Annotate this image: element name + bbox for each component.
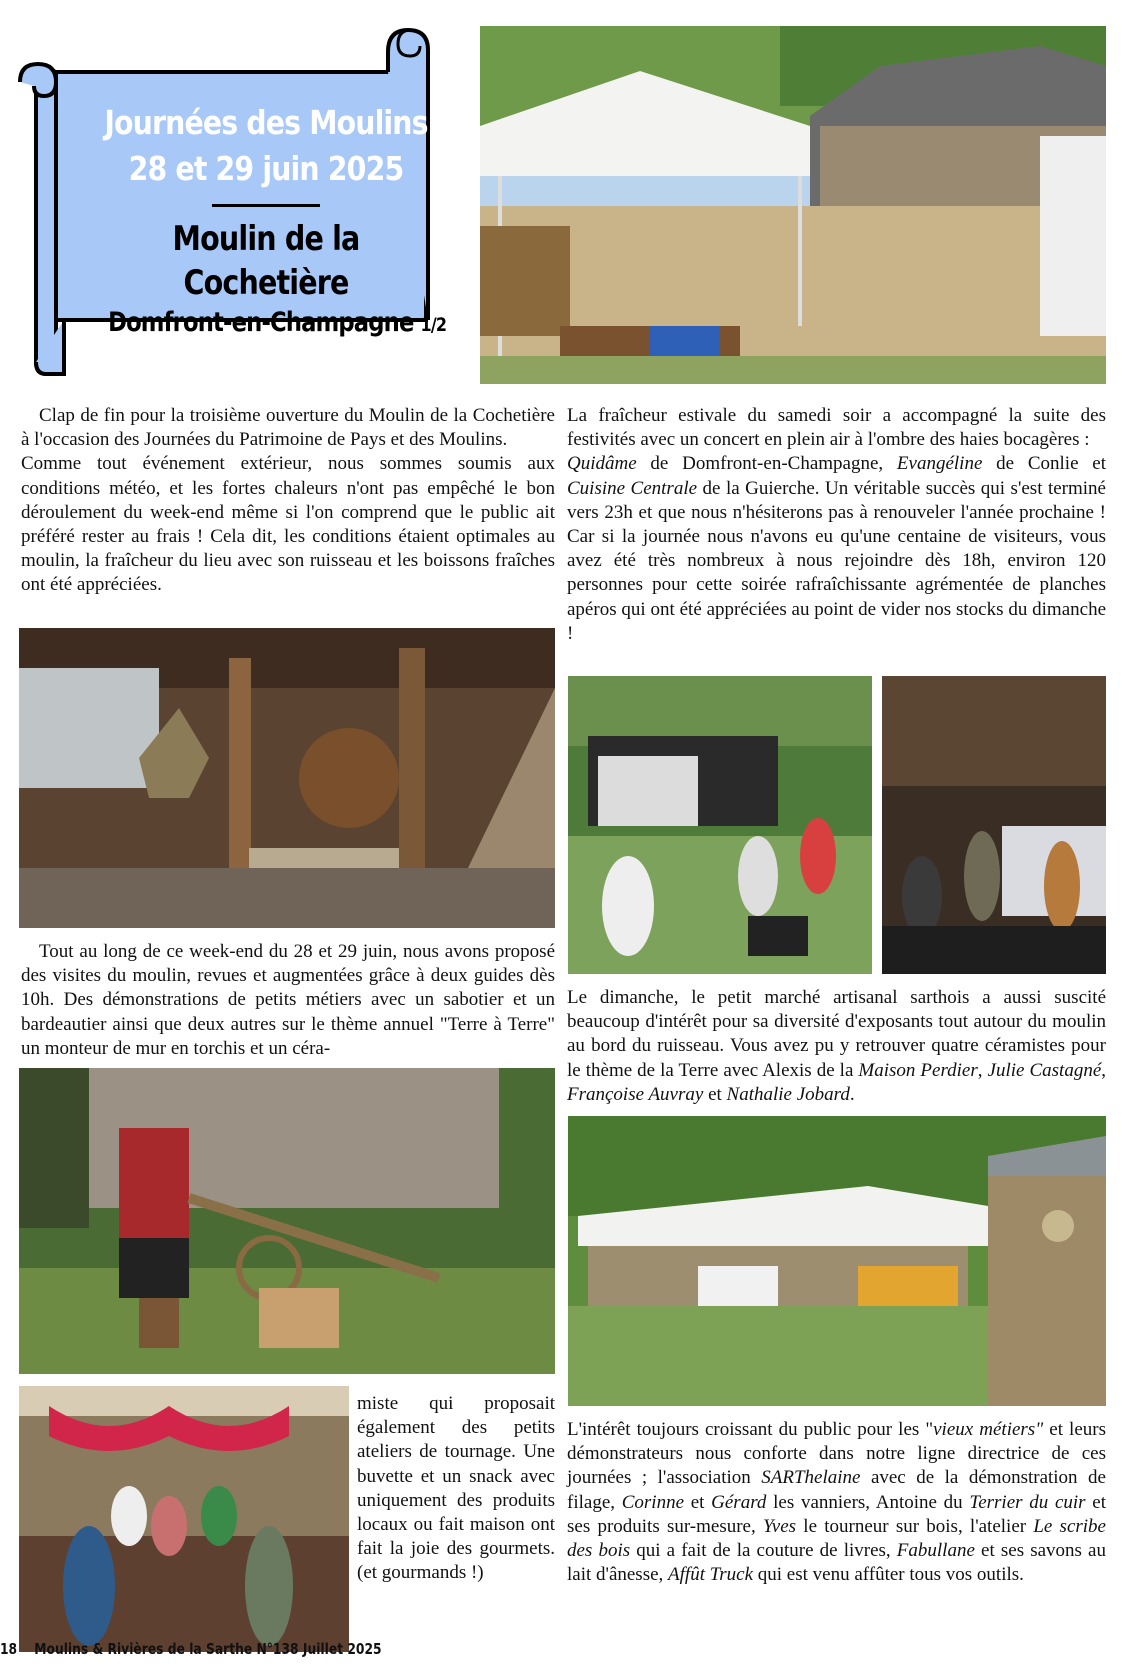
- photo-wood-craftsman: [19, 1068, 555, 1374]
- crafts-paragraph: L'intérêt toujours croissant du public pour les "vieux métiers" et leurs démonstrateurs nous conforte dans notre ligne directrice de ces journées ; l'association SARThelaine avec de la démonstration de filage, Corinne et Gérard les vanniers, Antoine du Terrier du cuir et ses produits sur-mesure, Yves le tourneur sur bois, l'atelier Le scribe des bois qui a fait de la couture de livres, Fabullane et ses savons au lait d'ânesse, Affût Truck qui est venu affûter tous vos outils.: [567, 1419, 1106, 1586]
- photo-artisan-market: [568, 1116, 1106, 1406]
- band-quidame: Quidâme: [567, 453, 637, 475]
- page-number: 18: [0, 1640, 18, 1658]
- weekend-paragraph: Tout au long de ce week-end du 28 et 29 juin, nous avons proposé des visites du moulin, revues et augmentées grâce à deux guides dès 10h. Des démonstrations de petits métiers avec un sabotier et un bardeautier ainsi que deux autres sur le thème annuel "Terre à Terre" un monteur de mur en torchis et un céra-: [21, 941, 555, 1059]
- concert-bands-paragraph: Quidâme de Domfront-en-Champagne, Evangéline de Conlie et Cuisine Centrale de la Guierche. Un véritable succès qui s'est terminé vers 23h et que nous n'hésiterons pas à renouveler l'année prochaine ! Car si la journée nous n'avons eu qu'une centaine de visiteurs, vous avez été très nombreux à nous rejoindre dès 18h, environ 120 personnes pour cette soirée rafraîchissante agrémentée de planches apéros qui ont été appréciées au point de vider nos stocks du dimanche !: [567, 453, 1106, 644]
- right-column-market: [567, 986, 1106, 1107]
- photo-concert-crowd: [568, 676, 872, 974]
- market-paragraph: Le dimanche, le petit marché artisanal sarthois a aussi suscité beaucoup d'intérêt pour sa diversité d'exposants tout autour du moulin au bord du ruisseau. Vous avez pu y retrouver quatre céramistes pour le thème de la Terre avec Alexis de la Maison Perdier, Julie Castagné, Françoise Auvray et Nathalie Jobard.: [567, 987, 1107, 1105]
- photo-mill-interior: [19, 628, 555, 928]
- left-column-weekend: [21, 940, 555, 1061]
- banner-title-line2: 28 et 29 juin 2025: [128, 149, 404, 188]
- buvette-paragraph: miste qui proposait également des petits ateliers de tournage. Une buvette et un snack avec uniquement des produits locaux ou fait maison ont fait la joie des gourmets. (et gourmands !): [357, 1393, 555, 1584]
- band-cuisine-centrale: Cuisine Centrale: [567, 477, 698, 499]
- band-evangeline: Evangéline: [896, 453, 983, 475]
- photo-mill-courtyard: [480, 26, 1106, 384]
- photo-concert-stage: [882, 676, 1106, 974]
- left-column-buvette: [357, 1392, 555, 1586]
- weather-paragraph: Comme tout événement extérieur, nous sommes soumis aux conditions météo, et les fortes chaleurs n'ont pas empêché le bon déroulement du week-end même si l'on comprend que le public ait préféré rester au frais ! Cela dit, les conditions étaient optimales au moulin, la fraîcheur du lieu avec son ruisseau et les boissons fraîches ont été appréciées.: [21, 453, 555, 596]
- banner-divider: [212, 204, 320, 207]
- left-column-intro: [21, 404, 555, 598]
- intro-paragraph: Clap de fin pour la troisième ouverture du Moulin de la Cochetière à l'occasion des Journées du Patrimoine de Pays et des Moulins.: [21, 405, 555, 451]
- concert-intro-paragraph: La fraîcheur estivale du samedi soir a accompagné la suite des festivités avec un concert en plein air à l'ombre des haies bocagères :: [567, 405, 1106, 451]
- banner-title-line1: Journées des Moulins: [104, 103, 428, 142]
- banner-mill-name: Moulin de la Cochetière: [172, 219, 360, 303]
- banner-town: Domfront-en-Champagne: [108, 307, 414, 338]
- banner-title-block: [78, 100, 454, 343]
- photo-buvette: [19, 1386, 349, 1652]
- banner-location: [108, 305, 447, 343]
- right-column-crafts: [567, 1418, 1106, 1587]
- banner-part: 1/2: [420, 314, 447, 336]
- right-column-concert: [567, 404, 1106, 646]
- page-footer: [0, 1640, 382, 1658]
- publication-info: Moulins & Rivières de la Sarthe N°138 Juillet 2025: [34, 1640, 382, 1658]
